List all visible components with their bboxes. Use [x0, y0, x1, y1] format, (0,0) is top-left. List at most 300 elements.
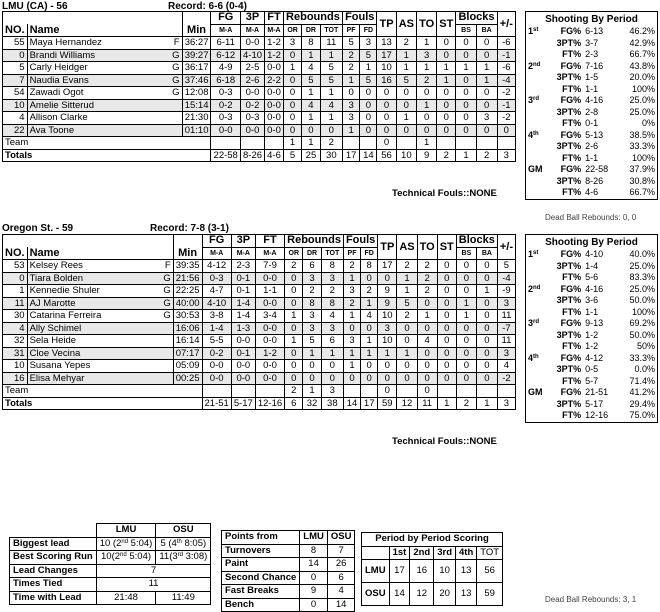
stat-cell: 2-5 — [240, 62, 264, 75]
sub-dr: DR — [303, 247, 321, 260]
game-row — [526, 164, 658, 176]
stat-cell: 1 — [342, 74, 359, 87]
time-with-lead-label: Time with Lead — [10, 591, 97, 605]
sub-bs: BS — [456, 247, 476, 260]
team-to: 1 — [417, 137, 437, 150]
stat-cell: 4-9 — [211, 62, 240, 75]
blank — [477, 385, 498, 398]
totals-cell: 10 — [396, 149, 416, 162]
blank — [255, 385, 284, 398]
dead-ball-rebounds: Dead Ball Rebounds: 3, 1 — [545, 595, 637, 604]
stat-percent: 75.0% — [629, 410, 655, 421]
stat-cell: 0 — [361, 372, 378, 385]
period-suffix: th — [533, 353, 539, 360]
stat-label: FT% — [562, 83, 582, 94]
stat-cell: 0 — [456, 49, 476, 62]
period-score: 59 — [477, 583, 503, 606]
stat-cell: 0 — [285, 360, 303, 373]
stat-label: FT% — [562, 272, 582, 283]
stat-percent: 30.8% — [629, 175, 655, 186]
stat-cell: 8 — [321, 260, 343, 273]
stat-cell: 2 — [342, 49, 359, 62]
stat-cell: 5 — [497, 260, 515, 273]
points-lmu: 14 — [300, 558, 328, 572]
stat-cell: 1 — [477, 285, 498, 298]
totals-cell: 59 — [378, 397, 397, 410]
player-position: G — [163, 297, 171, 309]
table-row — [3, 37, 516, 50]
col-fg: FG — [202, 235, 231, 248]
stat-cell: 0 — [437, 372, 456, 385]
player-name-text: Ally Schimel — [29, 322, 82, 334]
table-row — [3, 99, 516, 112]
stat-cell: 0 — [360, 112, 377, 125]
stat-cell: 0-0 — [265, 112, 284, 125]
stat-made-attempted: 1-4 — [585, 260, 599, 271]
game-label: GM — [528, 164, 543, 175]
team-record: Record: 6-6 (0-4) — [168, 1, 247, 12]
stat-cell: 0 — [456, 272, 476, 285]
stat-cell: 1 — [360, 62, 377, 75]
period-col: 2nd — [410, 546, 434, 560]
stat-cell: 2 — [417, 285, 437, 298]
stat-cell: 0 — [417, 124, 437, 137]
points-label: Fast Breaks — [222, 585, 300, 599]
totals-cell: 12 — [397, 397, 417, 410]
stat-cell: -4 — [497, 74, 515, 87]
player-name — [27, 260, 173, 273]
stat-cell: 30:53 — [173, 310, 202, 323]
stat-cell: 1 — [397, 347, 417, 360]
stat-cell: 3 — [378, 322, 397, 335]
blank — [497, 385, 515, 398]
col-rebounds: Rebounds — [285, 235, 344, 248]
col-lmu: LMU — [96, 524, 156, 538]
player-name — [27, 372, 173, 385]
shooting-by-period-osu — [525, 234, 658, 423]
period-suffix: st — [533, 27, 539, 34]
stat-cell: 1-3 — [231, 322, 255, 335]
stat-cell: 5 — [360, 49, 377, 62]
best-run-lmu: 10(2nd 5:04) — [96, 551, 156, 565]
stat-cell: -6 — [497, 37, 515, 50]
stat-label: 3PT% — [556, 37, 582, 48]
period-label — [526, 261, 547, 273]
dead-ball-rebounds: Dead Ball Rebounds: 0, 0 — [545, 213, 637, 222]
stat-made-attempted: 1-5 — [585, 72, 599, 83]
stat-label: FT% — [562, 152, 582, 163]
stat-cell: 13 — [377, 37, 396, 50]
period-row — [526, 318, 658, 330]
stat-cell: 0-0 — [202, 372, 231, 385]
box-score-table-lmu — [2, 11, 516, 162]
stat-label: FG% — [560, 387, 582, 398]
col-name: Name — [27, 24, 182, 37]
period-row — [526, 153, 658, 165]
period-scoring-table — [361, 532, 503, 606]
stat-percent: 71.4% — [629, 375, 655, 386]
stat-cell: 0-0 — [265, 87, 284, 100]
stat-label: FT% — [562, 49, 582, 60]
stat-cell: 36:17 — [182, 62, 211, 75]
table-row — [3, 49, 516, 62]
stat-cell: 0 — [437, 99, 456, 112]
team-tot: 2 — [320, 137, 342, 150]
period-scoring-title: Period by Period Scoring — [362, 533, 503, 547]
stat-cell: 0 — [285, 322, 303, 335]
team-row — [3, 385, 516, 398]
period-score: 13 — [456, 583, 477, 606]
blank — [361, 385, 378, 398]
col-osu: OSU — [156, 524, 211, 538]
stat-label: FT% — [562, 187, 582, 198]
player-name — [27, 272, 173, 285]
stat-percent: 25.0% — [629, 283, 655, 294]
stat-cell: 0 — [477, 297, 498, 310]
stat-percent: 38.5% — [629, 129, 655, 140]
stat-cell: 0 — [476, 37, 497, 50]
points-label: Paint — [222, 558, 300, 572]
stat-cell: 0 — [321, 360, 343, 373]
player-position: G — [172, 87, 180, 99]
player-name-text: AJ Marotte — [29, 297, 76, 309]
table-row — [3, 272, 516, 285]
stat-cell: 1 — [303, 347, 321, 360]
stat-cell: 0-0 — [202, 360, 231, 373]
player-position: G — [163, 272, 171, 284]
team-tp: 0 — [378, 385, 397, 398]
sub-ma: M-A — [211, 24, 240, 37]
totals-cell: 1 — [437, 397, 456, 410]
period-row — [526, 284, 658, 296]
stat-cell: 3 — [343, 335, 360, 348]
totals-cell: 9 — [417, 149, 437, 162]
stat-cell: 3 — [303, 272, 321, 285]
game-row — [526, 410, 658, 422]
table-row — [3, 62, 516, 75]
period-row — [526, 49, 658, 61]
stat-cell: 3 — [321, 322, 343, 335]
period-col: 3rd — [434, 546, 456, 560]
stat-made-attempted: 2-6 — [585, 141, 599, 152]
stat-percent: 66.7% — [629, 49, 655, 60]
period-label — [526, 249, 547, 261]
blank — [360, 137, 377, 150]
stat-cell: 0 — [476, 99, 497, 112]
points-lmu: 9 — [300, 585, 328, 599]
table-row — [3, 322, 516, 335]
blank — [397, 385, 417, 398]
stat-cell: 0 — [343, 322, 360, 335]
stat-cell: 5 — [360, 74, 377, 87]
stat-cell: 0 — [343, 372, 360, 385]
player-name — [27, 99, 182, 112]
stat-cell: 0-0 — [255, 335, 284, 348]
stat-cell: 0 — [283, 49, 301, 62]
totals-cell: 38 — [321, 397, 343, 410]
game-row — [526, 387, 658, 399]
stat-cell: 2 — [417, 260, 437, 273]
stat-cell: 3 — [360, 37, 377, 50]
stat-cell: 1-4 — [231, 297, 255, 310]
stat-made-attempted: 4-16 — [585, 95, 604, 106]
stat-cell: 0 — [285, 285, 303, 298]
stat-cell: 0 — [437, 285, 456, 298]
totals-cell: 25 — [302, 149, 320, 162]
stat-cell: 0 — [456, 347, 476, 360]
stat-cell: 0 — [417, 112, 437, 125]
points-label: Turnovers — [222, 544, 300, 558]
period-number: 3 — [528, 95, 534, 106]
stat-cell: 0 — [456, 322, 476, 335]
stat-label: 3PT% — [556, 141, 582, 152]
stat-cell: 6-18 — [211, 74, 240, 87]
period-number: 4 — [528, 352, 534, 363]
stat-cell: 16:14 — [173, 335, 202, 348]
sub-tot: TOT — [321, 247, 343, 260]
stat-cell: 1 — [343, 272, 360, 285]
stat-cell: 1 — [320, 112, 342, 125]
stat-cell: 0 — [397, 360, 417, 373]
stat-cell: 3 — [497, 297, 515, 310]
stat-cell: 0 — [476, 124, 497, 137]
team-row — [3, 137, 516, 150]
period-row — [526, 307, 658, 319]
stat-cell: 10 — [377, 62, 396, 75]
team-or: 1 — [283, 137, 301, 150]
stat-cell: 11 — [497, 335, 515, 348]
stat-cell: -1 — [497, 49, 515, 62]
stat-cell: 1 — [361, 297, 378, 310]
player-name-text: Cloe Vecina — [29, 347, 81, 359]
stat-cell: 0 — [303, 372, 321, 385]
stat-cell: 0 — [361, 322, 378, 335]
col-to: TO — [417, 235, 437, 260]
col-tp: TP — [378, 235, 397, 260]
stat-label: FT% — [562, 341, 582, 352]
col-blocks: Blocks — [456, 235, 497, 248]
stat-cell: 8 — [361, 260, 378, 273]
col-3p: 3P — [240, 12, 264, 25]
stat-cell: 2-2 — [265, 74, 284, 87]
stat-cell: 0 — [476, 49, 497, 62]
period-row — [526, 130, 658, 142]
player-number: 10 — [3, 360, 28, 373]
period-number: 1 — [528, 249, 534, 260]
player-number: 53 — [3, 260, 28, 273]
stat-cell: 0-3 — [240, 112, 264, 125]
stat-label: FG% — [560, 129, 582, 140]
stat-cell: 2 — [303, 285, 321, 298]
stat-cell: 1 — [343, 347, 360, 360]
stat-percent: 25.0% — [629, 260, 655, 271]
stat-made-attempted: 22-58 — [585, 164, 609, 175]
player-name — [27, 310, 173, 323]
stat-cell: 5-5 — [202, 335, 231, 348]
sub-dr: DR — [302, 24, 320, 37]
sub-tot: TOT — [320, 24, 342, 37]
stat-cell: 1 — [321, 347, 343, 360]
sub-ma: M-A — [255, 247, 284, 260]
sub-ba: BA — [477, 247, 498, 260]
stat-cell: 5 — [397, 297, 417, 310]
box-score-table-osu — [2, 234, 516, 410]
stat-cell: 3 — [321, 272, 343, 285]
stat-cell: 1 — [283, 62, 301, 75]
period-col: TOT — [477, 546, 503, 560]
period-suffix: nd — [533, 284, 541, 291]
stat-made-attempted: 0-5 — [585, 364, 599, 375]
blank — [211, 137, 240, 150]
period-row — [526, 26, 658, 38]
stat-cell: 3 — [343, 285, 360, 298]
period-row — [526, 353, 658, 365]
stat-label: FG% — [560, 60, 582, 71]
stat-cell: 0-0 — [255, 372, 284, 385]
col-st: ST — [437, 12, 456, 37]
stat-cell: 10 — [378, 310, 397, 323]
period-row — [526, 61, 658, 73]
stat-cell: 2 — [396, 37, 416, 50]
player-name-text: Allison Clarke — [29, 112, 88, 124]
col-name: Name — [27, 247, 173, 260]
stat-cell: 8 — [302, 37, 320, 50]
stat-percent: 100% — [631, 306, 655, 317]
blank — [526, 410, 547, 422]
stat-label: FT% — [562, 375, 582, 386]
stat-cell: 2 — [361, 285, 378, 298]
team-label: Team — [3, 385, 203, 398]
player-number: 54 — [3, 87, 28, 100]
stat-percent: 20.0% — [629, 72, 655, 83]
totals-cell: 2 — [476, 149, 497, 162]
player-name-text: Elisa Mehyar — [29, 372, 85, 384]
col-tp: TP — [377, 12, 396, 37]
stat-percent: 0% — [641, 118, 655, 129]
stat-cell: 6 — [321, 335, 343, 348]
table-row — [3, 310, 516, 323]
stat-cell: -2 — [497, 112, 515, 125]
stat-made-attempted: 21-51 — [585, 387, 609, 398]
period-row — [526, 249, 658, 261]
stat-cell: 2 — [417, 272, 437, 285]
stat-cell: 0 — [477, 335, 498, 348]
stat-cell: 0 — [437, 347, 456, 360]
stat-percent: 37.9% — [629, 164, 655, 175]
stat-cell: 1 — [397, 285, 417, 298]
player-name-text: Brandi Williams — [29, 49, 96, 61]
period-score: 13 — [456, 560, 477, 583]
player-position: G — [172, 62, 180, 74]
points-osu: 4 — [327, 585, 355, 599]
stat-cell: 0 — [320, 124, 342, 137]
stat-cell: 2 — [397, 260, 417, 273]
stat-made-attempted: 5-6 — [585, 272, 599, 283]
stat-cell: 1 — [302, 112, 320, 125]
sub-or: OR — [285, 247, 303, 260]
stat-percent: 33.3% — [629, 352, 655, 363]
period-number: 2 — [528, 60, 534, 71]
stat-cell: 0 — [378, 360, 397, 373]
team-to: 0 — [417, 385, 437, 398]
points-from-table — [221, 530, 355, 612]
stat-cell: 0 — [417, 372, 437, 385]
period-label — [526, 26, 547, 38]
stat-cell: 3 — [476, 112, 497, 125]
player-position: G — [172, 49, 180, 61]
stat-cell: 0 — [437, 335, 456, 348]
player-name — [27, 360, 173, 373]
period-row — [526, 107, 658, 119]
stat-cell: 16:06 — [173, 322, 202, 335]
stat-cell: 0 — [497, 124, 515, 137]
stat-cell: 0-1 — [231, 272, 255, 285]
stat-cell: 1 — [285, 335, 303, 348]
stat-cell: 7-9 — [255, 260, 284, 273]
stat-cell: 40:00 — [173, 297, 202, 310]
stat-cell: 0 — [456, 360, 476, 373]
stat-cell: 1 — [343, 310, 360, 323]
totals-cell: 1 — [456, 149, 476, 162]
stat-cell: 12:08 — [182, 87, 211, 100]
player-name — [27, 62, 182, 75]
period-row — [526, 118, 658, 130]
player-name-text: Maya Hernandez — [29, 37, 102, 49]
stat-cell: 0 — [417, 87, 437, 100]
stat-cell: 0 — [283, 124, 301, 137]
stat-cell: 2 — [417, 74, 437, 87]
player-name-text: Sela Heide — [29, 335, 77, 347]
sub-ma: M-A — [202, 247, 231, 260]
col-fouls: Fouls — [342, 12, 377, 25]
period-row — [526, 376, 658, 388]
team-header: LMU (CA) - 56 — [2, 1, 68, 12]
period-number: 1 — [528, 26, 534, 37]
stat-cell: 0 — [377, 112, 396, 125]
blank — [240, 137, 264, 150]
stat-label: 3PT% — [556, 72, 582, 83]
stat-made-attempted: 1-2 — [585, 341, 599, 352]
player-number: 4 — [3, 112, 28, 125]
stat-cell: 1 — [437, 74, 456, 87]
totals-cell: 5 — [283, 149, 301, 162]
stat-label: FT% — [562, 410, 582, 421]
team-header: Oregon St. - 59 — [2, 223, 74, 234]
stat-cell: 9 — [378, 285, 397, 298]
col-as: AS — [397, 235, 417, 260]
stat-percent: 100% — [631, 83, 655, 94]
stat-cell: 0 — [285, 297, 303, 310]
period-col: 1st — [389, 546, 410, 560]
team-label: OSU — [362, 583, 390, 606]
table-row — [3, 285, 516, 298]
stat-cell: 0 — [283, 87, 301, 100]
stat-cell: 5 — [396, 74, 416, 87]
period-label — [526, 107, 547, 119]
col-plus-minus: +/- — [497, 235, 515, 260]
period-suffix: st — [533, 250, 539, 257]
stat-cell: 21:56 — [173, 272, 202, 285]
stat-cell: 0-0 — [255, 272, 284, 285]
stat-made-attempted: 0-1 — [585, 118, 599, 129]
totals-cell: 1 — [477, 397, 498, 410]
stat-cell: 0-3 — [211, 87, 240, 100]
sub-ba: BA — [476, 24, 497, 37]
stat-cell: 0 — [437, 49, 456, 62]
shooting-title: Shooting By Period — [545, 236, 638, 248]
period-suffix: rd — [533, 96, 540, 103]
stat-made-attempted: 1-1 — [585, 306, 599, 317]
